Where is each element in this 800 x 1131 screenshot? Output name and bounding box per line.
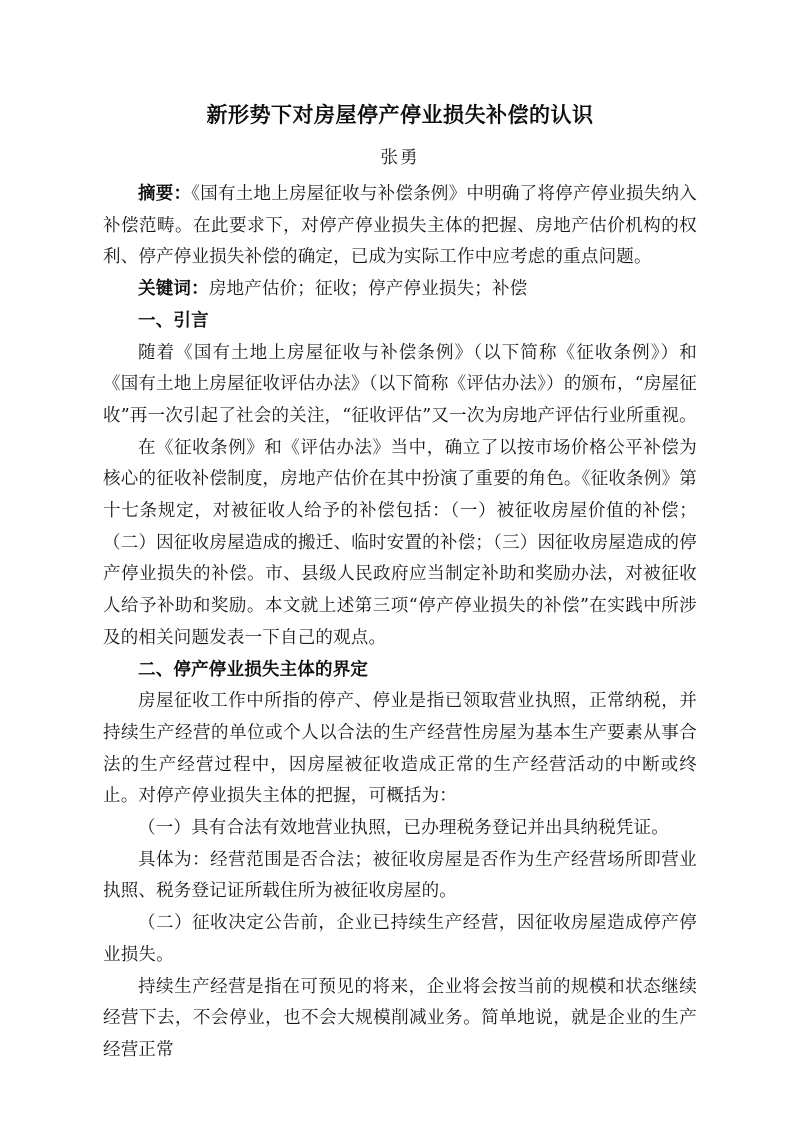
section-1-paragraph-1: 随着《国有土地上房屋征收与补偿条例》（以下简称《征收条例》）和《国有土地上房屋征收评估办法》（以下简称《评估办法》）的颁布，“房屋征收”再一次引起了社会的关注，“征收评估”又一次为房地产评估行业所重视。 bbox=[103, 342, 697, 426]
keywords-paragraph bbox=[103, 274, 697, 306]
section-2-paragraph-1: 房屋征收工作中所指的停产、停业是指已领取营业执照，正常纳税，并持续生产经营的单位或个人以合法的生产经营性房屋为基本生产要素从事合法的生产经营过程中，因房屋被征收造成正常的生产经营活动的中断或终止。对停产停业损失主体的把握，可概括为： bbox=[103, 691, 697, 807]
abstract-label: 摘要： bbox=[138, 184, 192, 204]
page-title: 新形势下对房屋停产停业损失补偿的认识 bbox=[206, 103, 594, 127]
keywords-text: 房地产估价；征收；停产停业损失；补偿 bbox=[208, 279, 528, 300]
section-2-heading: 二、停产停业损失主体的界定 bbox=[138, 659, 369, 680]
section-2-paragraph-3: 具体为：经营范围是否合法；被征收房屋是否作为生产经营场所即营业执照、税务登记证所载住所为被征收房屋的。 bbox=[103, 849, 697, 902]
section-1-paragraph-2: 在《征收条例》和《评估办法》当中，确立了以按市场价格公平补偿为核心的征收补偿制度，房地产估价在其中扮演了重要的角色。《征收条例》第十七条规定，对被征收人给予的补偿包括：（一）被征收房屋价值的补偿；（二）因征收房屋造成的搬迁、临时安置的补偿；（三）因征收房屋造成的停产停业损失的补偿。市、县级人民政府应当制定补助和奖励办法，对被征收人给予补助和奖励。本文就上述第三项“停产停业损失的补偿”在实践中所涉及的相关问题发表一下自己的观点。 bbox=[103, 437, 697, 648]
section-2-paragraph-5: 持续生产经营是指在可预见的将来，企业将会按当前的规模和状态继续经营下去，不会停业，也不会大规模削减业务。简单地说，就是企业的生产经营正常 bbox=[103, 976, 697, 1060]
keywords-label: 关键词： bbox=[138, 279, 209, 300]
section-2-paragraph-2: （一）具有合法有效地营业执照，已办理税务登记并出具纳税凭证。 bbox=[138, 818, 669, 839]
author: 张勇 bbox=[380, 148, 420, 168]
document-body bbox=[103, 179, 697, 1067]
section-2-paragraph-4: （二）征收决定公告前，企业已持续生产经营，因征收房屋造成停产停业损失。 bbox=[103, 913, 697, 965]
abstract-paragraph bbox=[103, 179, 697, 274]
section-1-heading: 一、引言 bbox=[138, 310, 209, 331]
abstract-text: 《国有土地上房屋征收与补偿条例》中明确了将停产停业损失纳入补偿范畴。在此要求下，对停产停业损失主体的把握、房地产估价机构的权利、停产停业损失补偿的确定，已成为实际工作中应考虑的重点问题。 bbox=[103, 184, 697, 268]
